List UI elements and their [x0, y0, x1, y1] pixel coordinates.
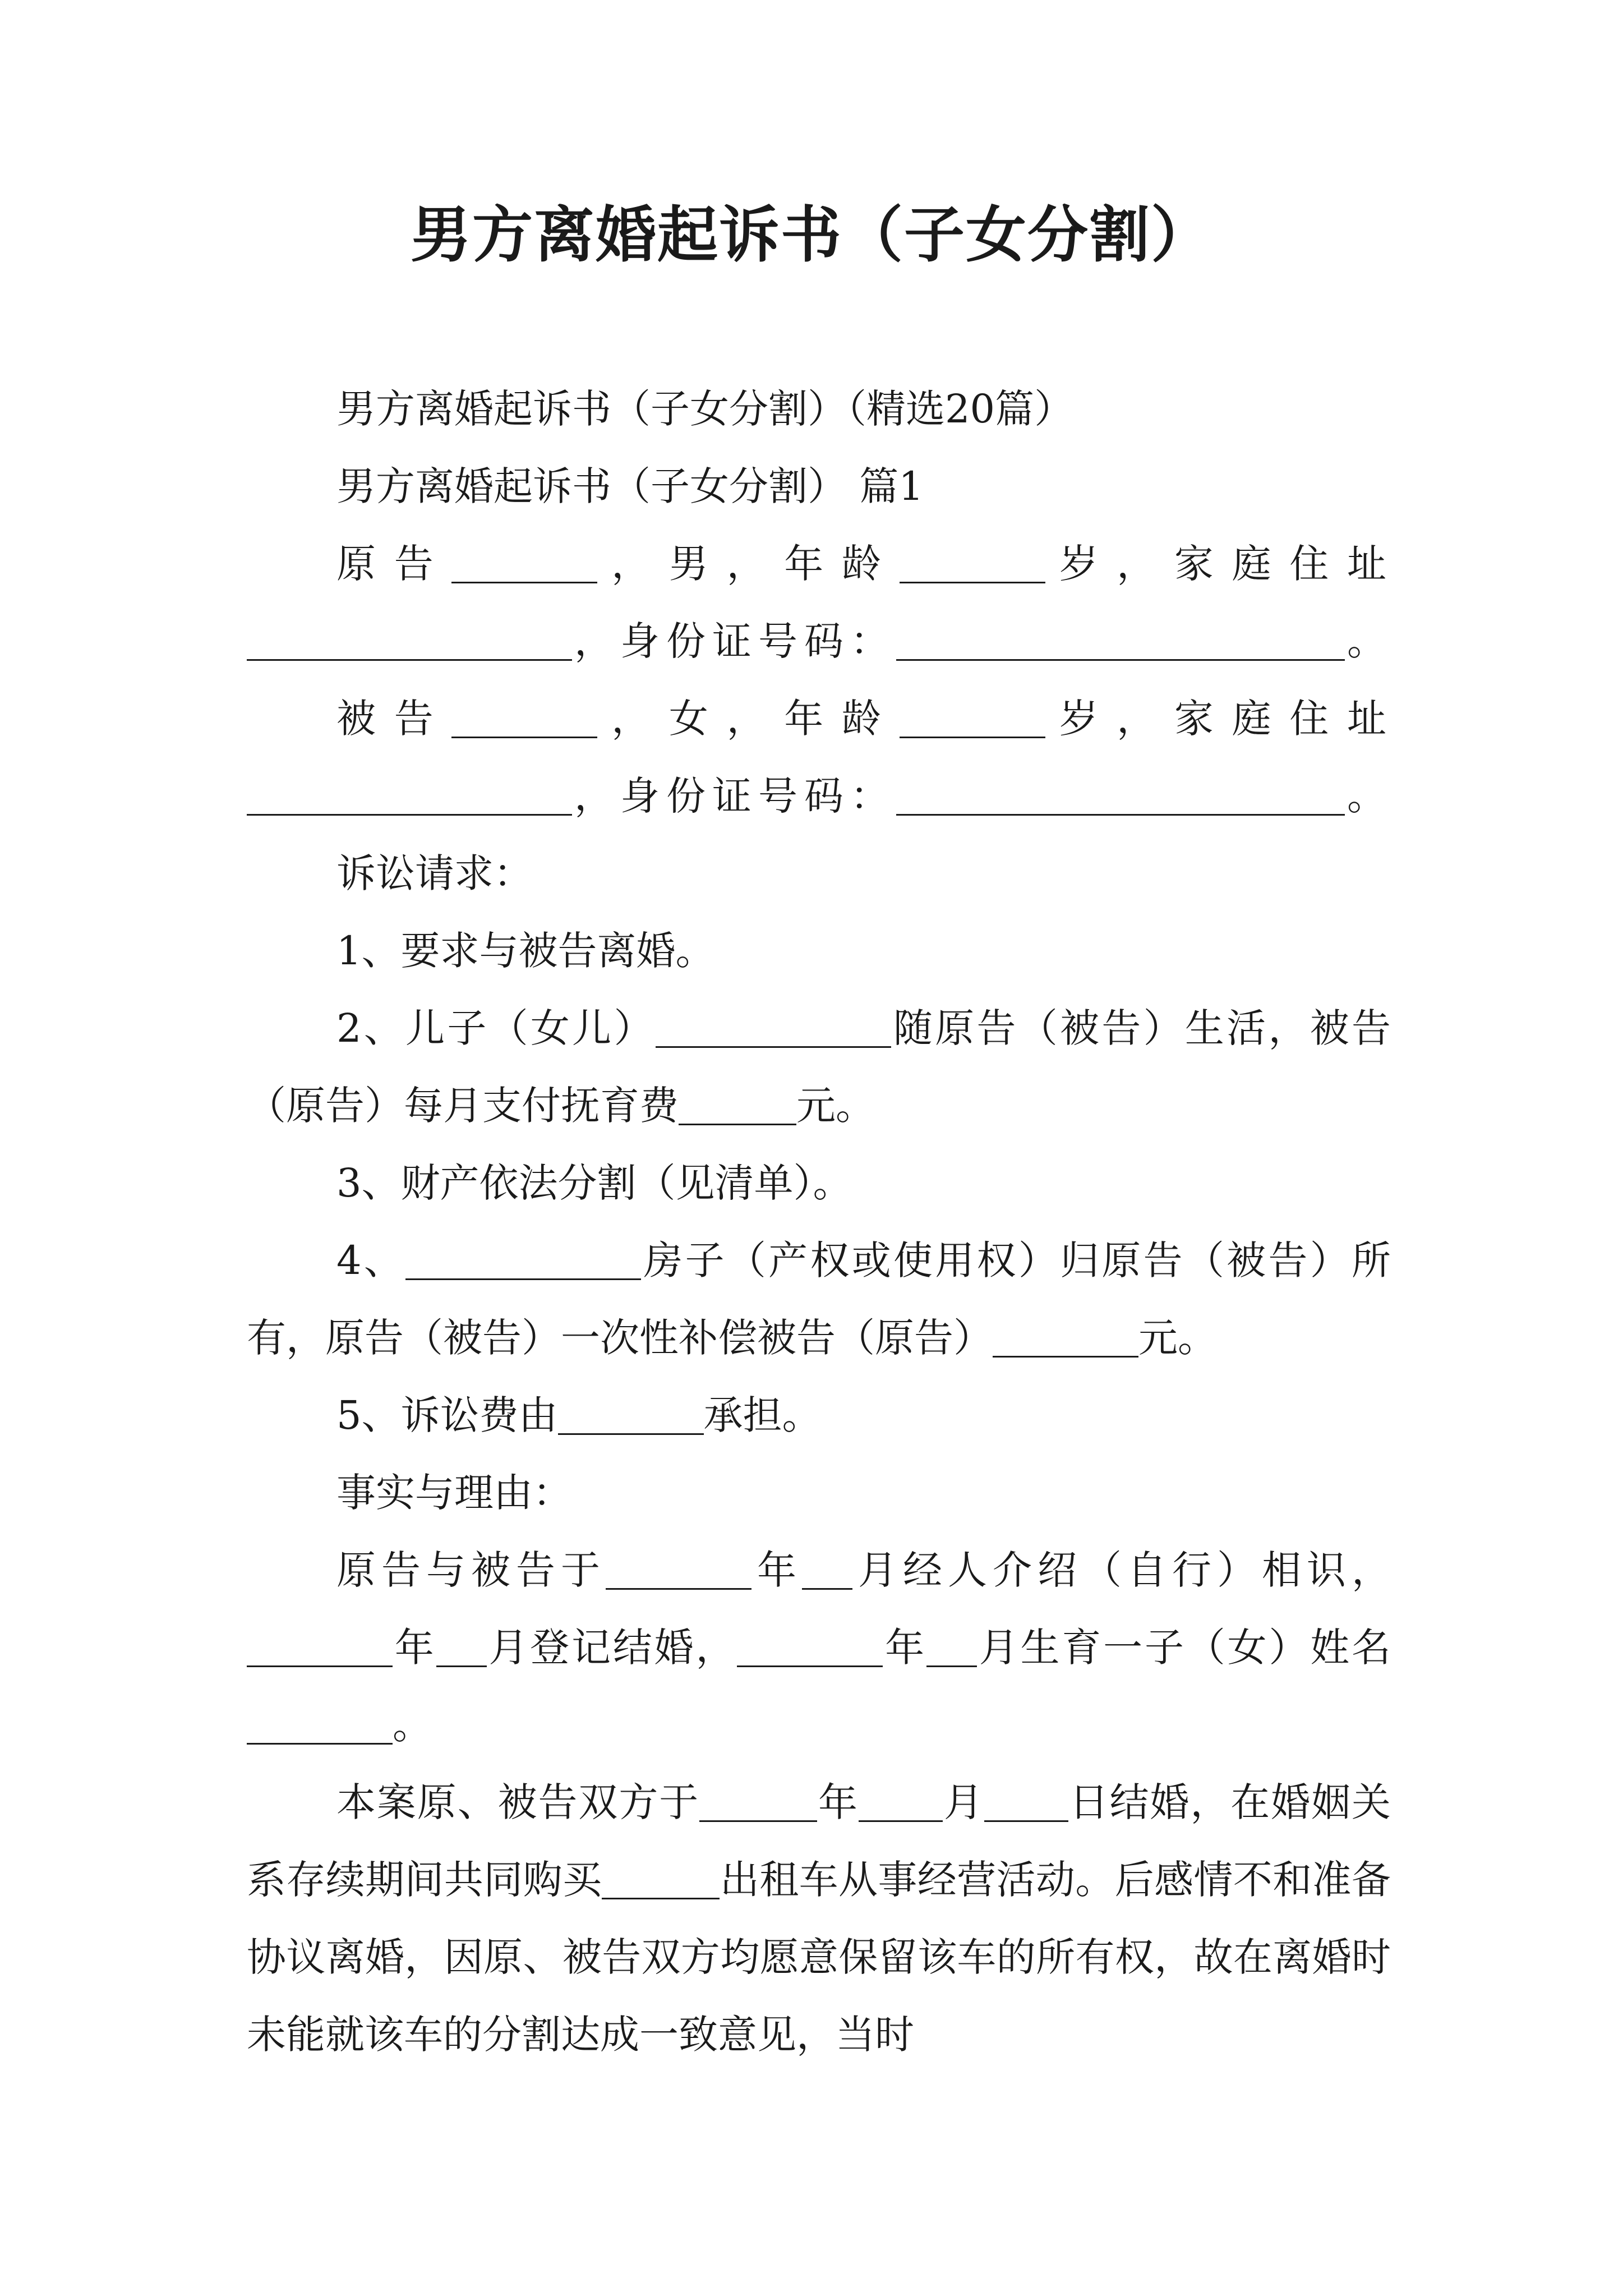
claim-5: 5、诉讼费由 承担。 — [336, 1392, 822, 1438]
child-name-blank — [656, 1011, 891, 1048]
defendant-info-line1: 被告 ，女，年龄 岁，家庭住址 — [336, 696, 1391, 742]
facts-heading: 事实与理由： — [336, 1470, 572, 1516]
claim-3: 3、财产依法分割（见清单）。 — [336, 1160, 852, 1206]
document-title: 男方离婚起诉书（子女分割） — [410, 200, 1212, 270]
id-number-blank — [896, 779, 1345, 816]
address-blank — [247, 624, 572, 661]
defendant-info-line2: ，身份证号码： 。 — [247, 757, 1391, 835]
support-amount-blank — [679, 1088, 796, 1125]
plaintiff-info-line1: 原告 ，男，年龄 岁，家庭住址 — [336, 541, 1391, 587]
claim-2: 2、儿子（女儿） 随原告（被告）生活，被告（原告）每月支付抚育费 元。 — [247, 1005, 1391, 1129]
claim-4: 4、 房子（产权或使用权）归原告（被告）所有，原告（被告）一次性补偿被告（原告） 元。 — [247, 1237, 1391, 1361]
claims-heading: 诉讼请求： — [336, 850, 533, 896]
article-heading: 男方离婚起诉书（子女分割） 篇1 — [336, 463, 924, 509]
facts-paragraph-1: 原告与被告于 年 月经人介绍（自行）相识，年 月登记结婚， 年 月生育一子（女）姓名。 — [247, 1531, 1391, 1764]
name-blank — [451, 546, 597, 583]
house-blank — [405, 1243, 641, 1280]
vehicle-blank — [602, 1862, 720, 1899]
month-blank — [436, 1630, 487, 1667]
month-blank — [802, 1553, 852, 1590]
year-blank — [247, 1630, 393, 1667]
age-blank — [900, 701, 1045, 738]
year-blank — [699, 1785, 817, 1822]
year-blank — [606, 1553, 751, 1590]
child-name-blank — [247, 1708, 393, 1745]
document-body — [247, 370, 1391, 2073]
claim-1: 1、要求与被告离婚。 — [336, 928, 715, 974]
plaintiff-info-line2: ，身份证号码： 。 — [247, 602, 1391, 680]
id-number-blank — [896, 624, 1345, 661]
year-blank — [737, 1630, 883, 1667]
facts-paragraph-2: 本案原、被告双方于 年 月 日结婚，在婚姻关系存续期间共同购买 出租车从事经营活动。后感情不和准备协议离婚，因原、被告双方均愿意保留该车的所有权，故在离婚时未能就该车的分割达成一致意见，当时 — [247, 1779, 1391, 2058]
age-blank — [900, 546, 1045, 583]
address-blank — [247, 779, 572, 816]
day-blank — [984, 1785, 1068, 1822]
name-blank — [451, 701, 597, 738]
month-blank — [859, 1785, 943, 1822]
month-blank — [926, 1630, 977, 1667]
litigant-blank — [558, 1398, 704, 1435]
document-subtitle: 男方离婚起诉书（子女分割）（精选20篇） — [336, 386, 1074, 432]
compensation-blank — [993, 1320, 1138, 1358]
